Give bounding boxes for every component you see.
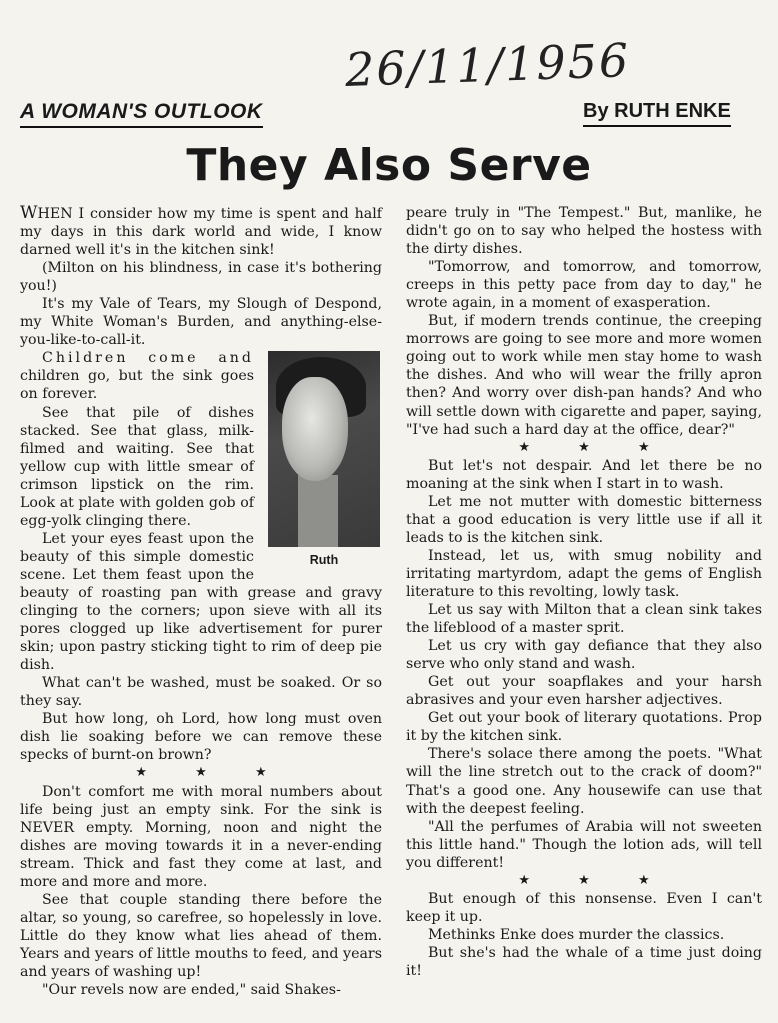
paragraph: Let us say with Milton that a clean sink takes the lifeblood of a master sprit.	[406, 602, 762, 637]
paragraph: See that couple standing there before the altar, so young, so carefree, so hopelessly in love. Little do they know what lies ahead of them. Years and years of little mouths to feed, and years and years of washing up!	[20, 891, 382, 980]
author-photo	[268, 351, 380, 547]
paragraph-text: HEN I consider how my time is spent and half my days in this dark world and wide, I know darned well it's in the kitchen sink!	[20, 206, 382, 259]
paragraph-text: children go, but the sink goes on forever.	[20, 368, 254, 403]
article-column-right	[406, 204, 762, 980]
spaced-text: Children come and	[42, 350, 254, 367]
paragraph: But, if modern trends continue, the creeping morrows are going to see more and more women going out to work while men stay home to wash the dishes. And who will wear the frilly apron then? And worry over dish-pan hands? And who will settle down with cigarette and paper, saying, "I've had such a hard day at the office, dear?"	[406, 313, 762, 438]
paragraph: It's my Vale of Tears, my Slough of Despond, my White Woman's Burden, and anything-else-you-like-to-call-it.	[20, 296, 382, 349]
photo-caption: Ruth	[309, 553, 339, 568]
paragraph: See that pile of dishes stacked. See that glass, milk-filmed and waiting. See that yellow cup with little smear of crimson lipstick on the rim. Look at plate with golden gob of egg-yolk clinging there.	[20, 404, 254, 529]
headline: They Also Serve	[186, 140, 592, 191]
section-separator: ★ ★ ★	[135, 765, 289, 781]
section-separator: ★ ★ ★	[518, 872, 672, 888]
paragraph: "All the perfumes of Arabia will not sweeten this little hand." Though the lotion ads, will tell you different!	[406, 818, 762, 871]
paragraph: There's solace there among the poets. "What will the line stretch out to the crack of doom?" That's a good one. Any housewife can use that with the deepest feeling.	[406, 746, 762, 817]
paragraph: Instead, let us, with smug nobility and irritating martyrdom, adapt the gems of English literature to this revolting, lowly task.	[406, 547, 762, 600]
paragraph: (Milton on his blindness, in case it's bothering you!)	[20, 260, 382, 295]
paragraph: Don't comfort me with moral numbers about life being just an empty sink. For the sink is NEVER empty. Morning, noon and night the dishes are moving towards it in a never-ending stream. Thick and fast they come at last, and more and more and more.	[20, 783, 382, 890]
paragraph: But how long, oh Lord, how long must oven dish lie soaking before we can remove these specks of burnt-on brown?	[20, 711, 382, 764]
paragraph: Let me not mutter with domestic bitterness that a good education is very little use if all it leads to is the kitchen sink.	[406, 493, 762, 546]
column-name: A WOMAN'S OUTLOOK	[20, 100, 263, 128]
paragraph: Get out your book of literary quotations. Prop it by the kitchen sink.	[406, 710, 762, 745]
paragraph: "Our revels now are ended," said Shakes-	[42, 982, 341, 999]
paragraph: But let's not despair. And let there be no moaning at the sink when I start in to wash.	[406, 457, 762, 492]
paragraph: peare truly in "The Tempest." But, manlike, he didn't go on to say who helped the hostess with the dirty dishes.	[406, 205, 762, 258]
paragraph: Let us cry with gay defiance that they also serve who only stand and wash.	[406, 638, 762, 673]
author-photo-box	[266, 351, 382, 569]
paragraph: "Tomorrow, and tomorrow, and tomorrow, creeps in this petty pace from day to day," he wrote again, in a moment of exasperation.	[406, 259, 762, 312]
drop-cap: W	[20, 203, 38, 223]
paragraph: But enough of this nonsense. Even I can't keep it up.	[406, 890, 762, 925]
section-separator: ★ ★ ★	[518, 439, 672, 455]
paragraph: Methinks Enke does murder the classics.	[428, 926, 725, 943]
article-column-left	[20, 204, 382, 999]
paragraph	[20, 204, 382, 259]
paragraph: Get out your soapflakes and your harsh abrasives and your even harsher adjectives.	[406, 674, 762, 709]
paragraph: Let your eyes feast upon the beauty of this simple domestic scene. Let them feast upon the beauty of roasting pan with grease and gravy clinging to the corners; upon sieve with all its pores clogged up like advertisement for purer skin; upon pastry sticking tight to rim of deep pie dish.	[20, 530, 382, 674]
handwritten-date: 26/11/1956	[344, 33, 631, 97]
paragraph: What can't be washed, must be soaked. Or so they say.	[20, 675, 382, 710]
paragraph: But she's had the whale of a time just doing it!	[406, 944, 762, 979]
byline: By RUTH ENKE	[583, 100, 731, 127]
